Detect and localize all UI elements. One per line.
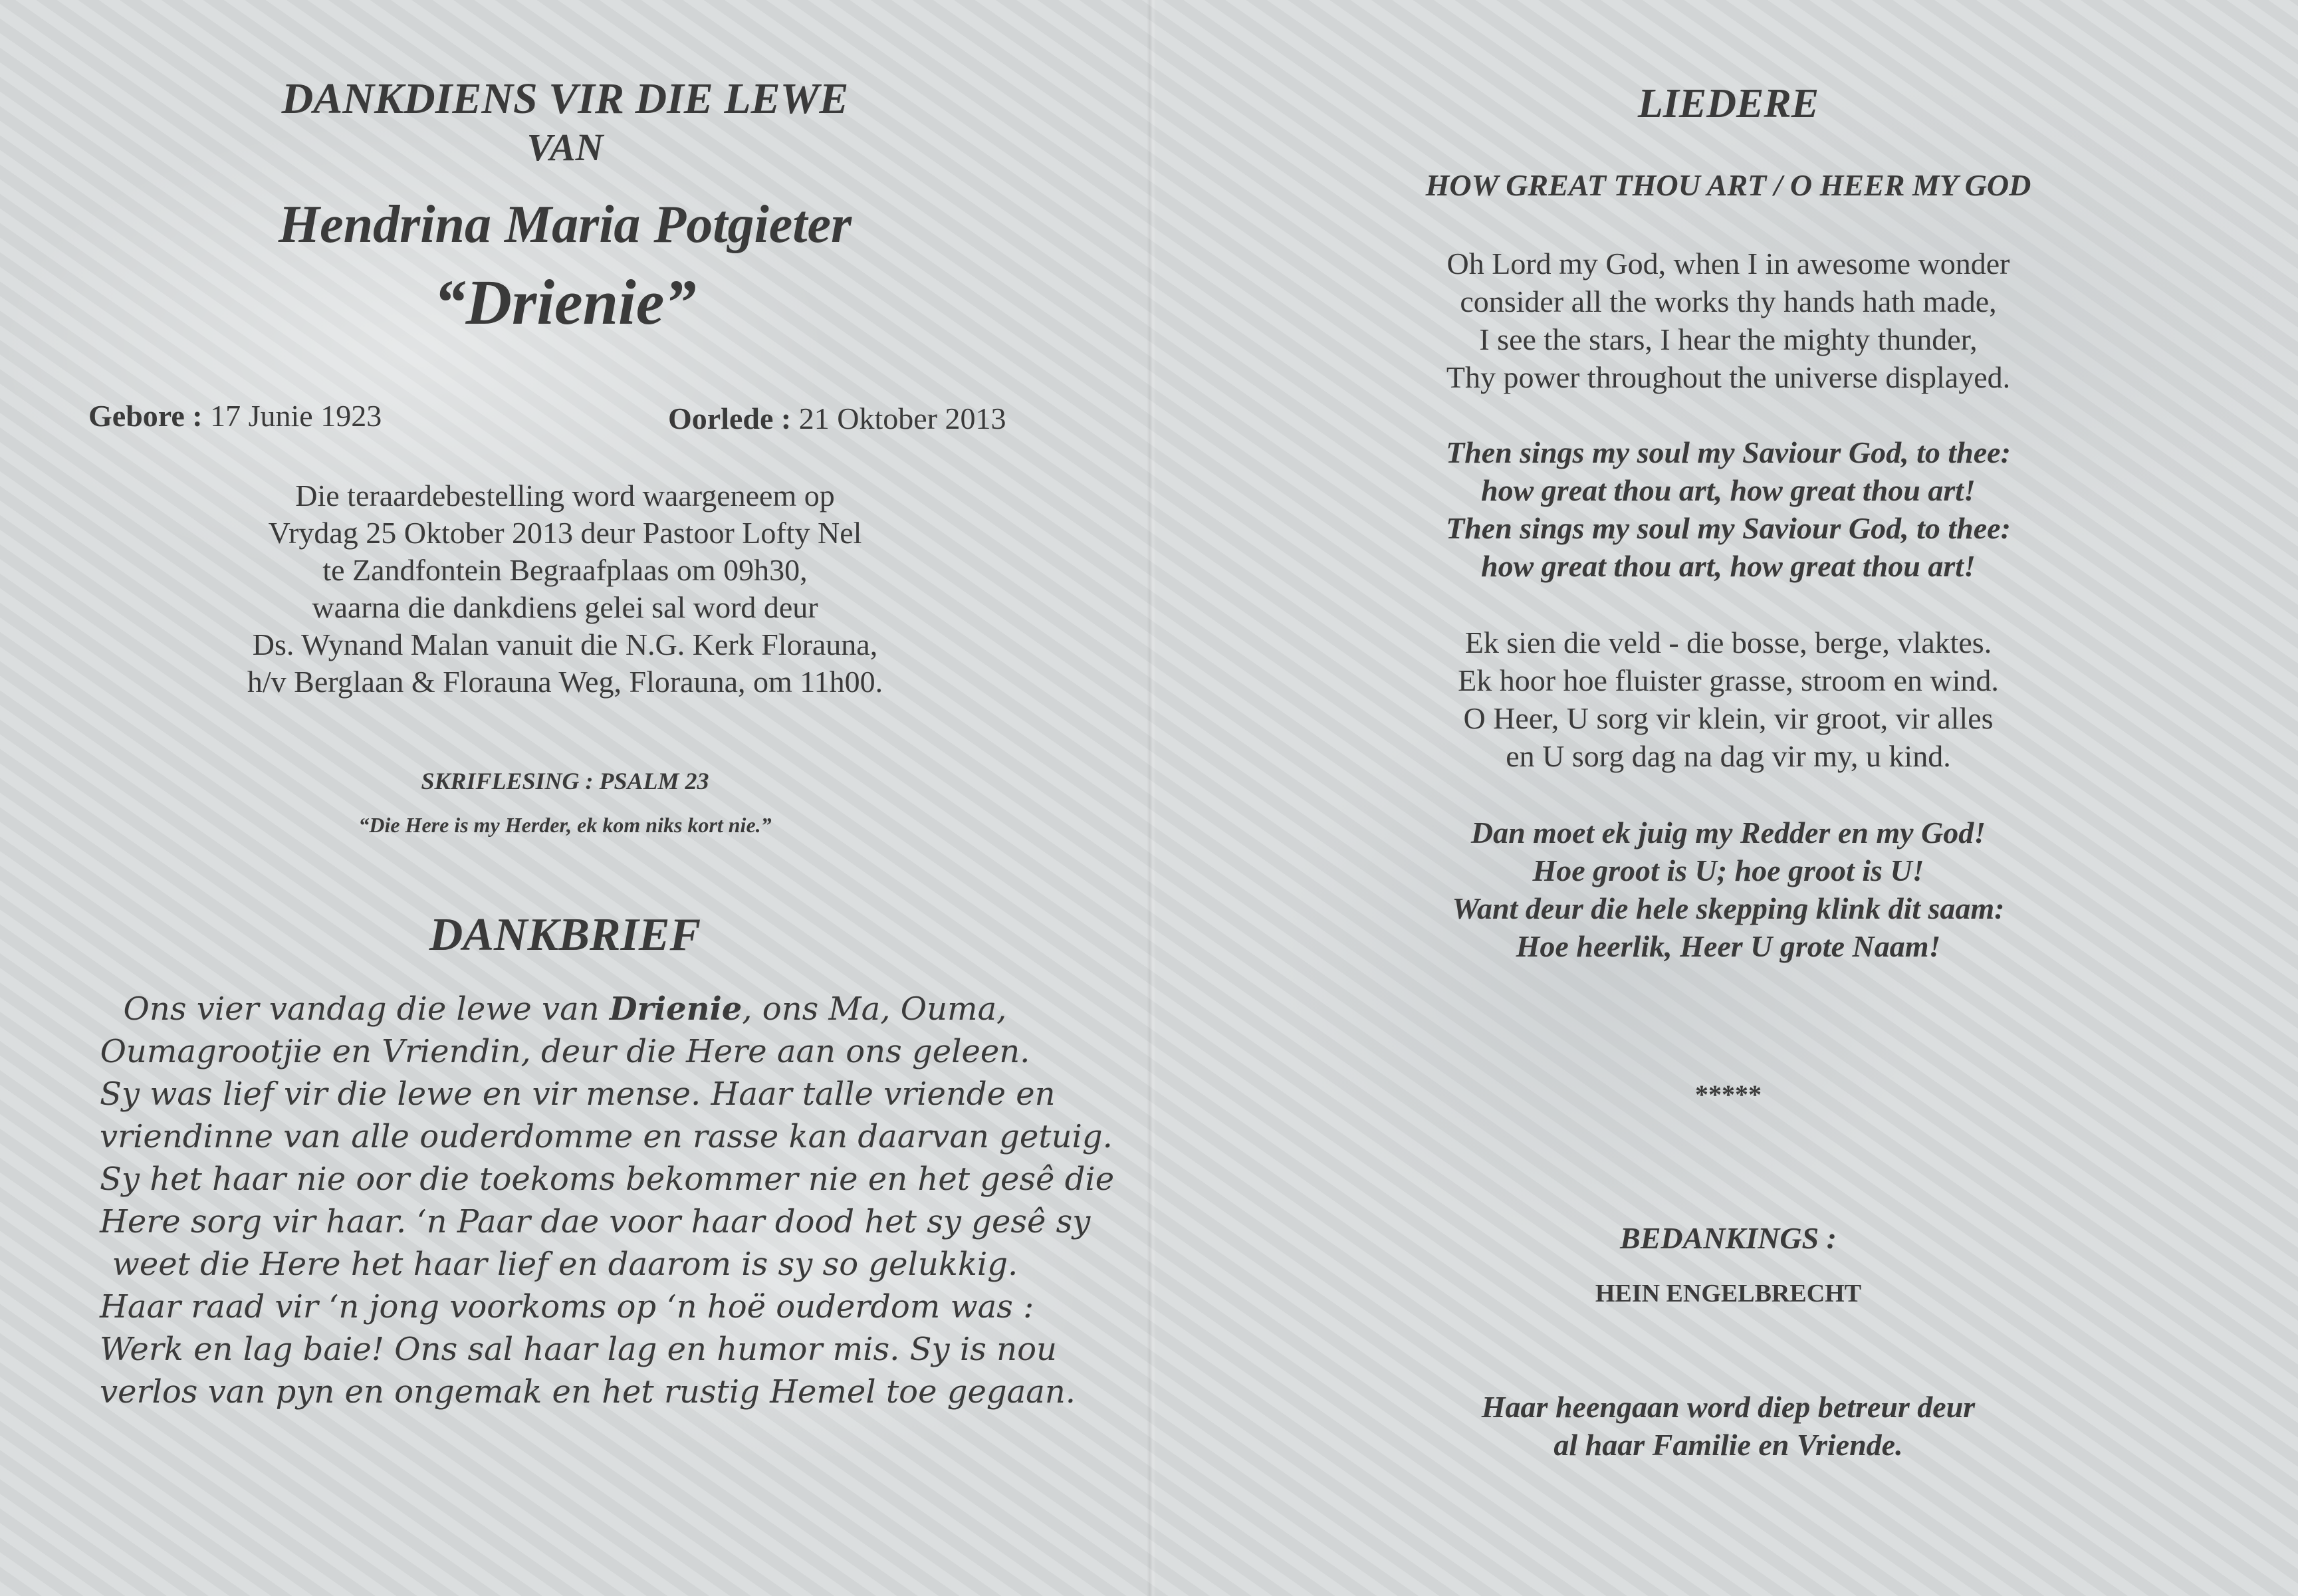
scripture-quote: “Die Here is my Herder, ek kom niks kort nie.” [358,813,772,837]
deceased-nickname: “Drienie” [433,267,697,338]
scripture-heading: SKRIFLESING : PSALM 23 [421,768,709,794]
section-separator: ***** [1695,1080,1762,1109]
song-title: HOW GREAT THOU ART / O HEER MY GOD [1425,168,2031,202]
service-title: DANKDIENS VIR DIE LEWE [281,74,849,123]
service-paragraph-line: Ds. Wynand Malan vanuit die N.G. Kerk Florauna, [252,627,878,661]
service-paragraph-line: waarna die dankdiens gelei sal word deur [312,590,818,624]
letter-text: Ons vier vandag die lewe van [123,990,610,1028]
died-label: Oorlede : [668,401,792,435]
chorus-afrikaans-line: Want deur die hele skepping klink dit saam: [1452,891,2005,925]
chorus-english-line: how great thou art, how great thou art! [1481,473,1976,507]
service-paragraph-line: Die teraardebestelling word waargeneem op [295,479,835,513]
letter-line: Sy was lief vir die lewe en vir mense. Haar talle vriende en [100,1076,1056,1113]
letter-line: Sy het haar nie oor die toekoms bekommer nie en het gesê die [100,1161,1115,1198]
mourning-line: al haar Familie en Vriende. [1553,1428,1903,1462]
verse-afrikaans-line: Ek sien die veld - die bosse, berge, vlaktes. [1464,626,1992,659]
service-paragraph-line: h/v Berglaan & Florauna Weg, Florauna, om 11h00. [247,665,883,699]
born-date: 17 Junie 1923 [210,399,382,433]
chorus-afrikaans-line: Hoe groot is U; hoe groot is U! [1532,854,1924,887]
page-fold [1147,0,1156,1596]
letter-line: vriendinne van alle ouderdomme en rasse kan daarvan getuig. [100,1118,1113,1155]
letter-line [100,988,1030,1030]
verse-afrikaans-line: O Heer, U sorg vir klein, vir groot, vir alles [1463,701,1994,735]
chorus-english-line: how great thou art, how great thou art! [1481,549,1976,583]
mourning-line: Haar heengaan word diep betreur deur [1481,1390,1976,1424]
verse-english-line: I see the stars, I hear the mighty thunder, [1479,322,1978,356]
service-paragraph-line: Vrydag 25 Oktober 2013 deur Pastoor Lofty Nel [268,516,862,550]
chorus-afrikaans-line: Dan moet ek juig my Redder en my God! [1470,816,1986,850]
born-line [88,398,382,435]
deceased-name: Hendrina Maria Potgieter [278,195,852,254]
letter-line: Here sorg vir haar. ‘n Paar dae voor haar dood het sy gesê sy [100,1203,1091,1240]
chorus-english-line: Then sings my soul my Saviour God, to thee: [1446,435,2011,469]
letter-line: Oumagrootjie en Vriendin, deur die Here aan ons geleen. [100,1033,1030,1070]
died-date: 21 Oktober 2013 [798,401,1006,435]
thanks-heading: BEDANKINGS : [1620,1221,1837,1255]
service-title-van: VAN [526,126,604,169]
letter-name-emphasis: Drienie [609,990,743,1028]
dankbrief-heading: DANKBRIEF [429,909,701,961]
verse-english-line: Oh Lord my God, when I in awesome wonder [1446,247,2010,281]
letter-line: Haar raad vir ‘n jong voorkoms op ‘n hoë ouderdom was : [100,1288,1034,1325]
verse-english-line: Thy power throughout the universe displayed. [1446,360,2011,394]
verse-english-line: consider all the works thy hands hath made, [1460,285,1997,318]
thanks-name: HEIN ENGELBRECHT [1595,1280,1862,1308]
songs-heading: LIEDERE [1637,81,1819,126]
letter-text: , ons Ma, Ouma, [742,990,1007,1028]
verse-afrikaans-line: en U sorg dag na dag vir my, u kind. [1506,739,1951,773]
verse-afrikaans-line: Ek hoor hoe fluister grasse, stroom en wind. [1458,663,1999,697]
died-line [668,400,1006,437]
born-label: Gebore : [88,399,203,433]
chorus-afrikaans-line: Hoe heerlik, Heer U grote Naam! [1516,929,1941,963]
letter-line: verlos van pyn en ongemak en het rustig Hemel toe gegaan. [100,1373,1076,1411]
service-paragraph-line: te Zandfontein Begraafplaas om 09h30, [322,553,808,587]
chorus-english-line: Then sings my soul my Saviour God, to thee: [1446,511,2011,545]
letter-line: Werk en lag baie! Ons sal haar lag en humor mis. Sy is nou [100,1331,1057,1368]
letter-line: weet die Here het haar lief en daarom is sy so gelukkig. [112,1246,1018,1283]
